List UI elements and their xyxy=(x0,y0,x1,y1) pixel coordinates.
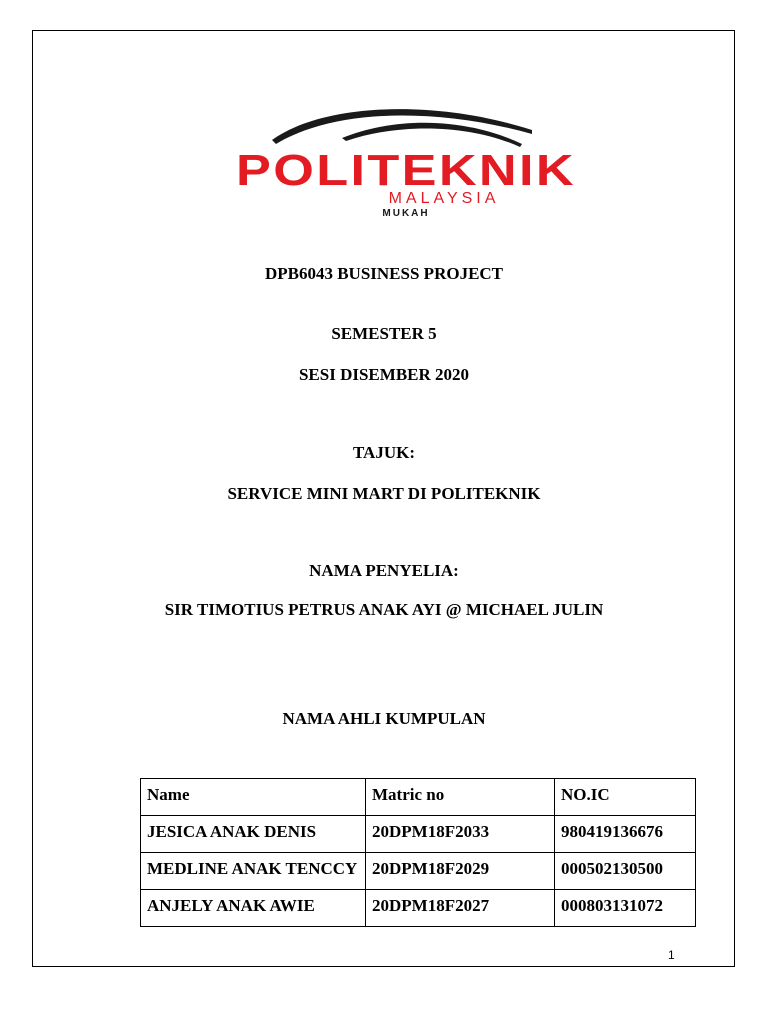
title-label: TAJUK: xyxy=(352,443,415,462)
table-header-row xyxy=(141,779,696,816)
members-table xyxy=(140,778,696,927)
header-ic: NO.IC xyxy=(555,779,696,816)
member-name: JESICA ANAK DENIS xyxy=(141,816,366,853)
member-matric: 20DPM18F2027 xyxy=(366,890,555,927)
table-row xyxy=(141,890,696,927)
logo-wordmark: POLITEKNIK xyxy=(236,146,576,195)
logo-swoosh-inner xyxy=(342,123,522,147)
logo-campus: MUKAH xyxy=(382,208,430,218)
semester: SEMESTER 5 xyxy=(331,324,437,343)
member-ic: 000502130500 xyxy=(555,853,696,890)
politeknik-logo xyxy=(232,100,580,218)
supervisor-label: NAMA PENYELIA: xyxy=(309,561,459,580)
table-row xyxy=(141,816,696,853)
members-label: NAMA AHLI KUMPULAN xyxy=(282,709,486,728)
member-name: ANJELY ANAK AWIE xyxy=(141,890,366,927)
supervisor-value: SIR TIMOTIUS PETRUS ANAK AYI @ MICHAEL JULIN xyxy=(164,600,604,619)
member-ic: 000803131072 xyxy=(555,890,696,927)
member-name: MEDLINE ANAK TENCCY xyxy=(141,853,366,890)
member-matric: 20DPM18F2029 xyxy=(366,853,555,890)
header-name: Name xyxy=(141,779,366,816)
logo-subtitle: MALAYSIA xyxy=(388,190,500,207)
page-number: 1 xyxy=(668,948,675,962)
header-matric: Matric no xyxy=(366,779,555,816)
title-value: SERVICE MINI MART DI POLITEKNIK xyxy=(227,484,541,503)
session: SESI DISEMBER 2020 xyxy=(298,365,470,384)
table-row xyxy=(141,853,696,890)
course-code: DPB6043 BUSINESS PROJECT xyxy=(264,264,504,283)
member-ic: 980419136676 xyxy=(555,816,696,853)
member-matric: 20DPM18F2033 xyxy=(366,816,555,853)
